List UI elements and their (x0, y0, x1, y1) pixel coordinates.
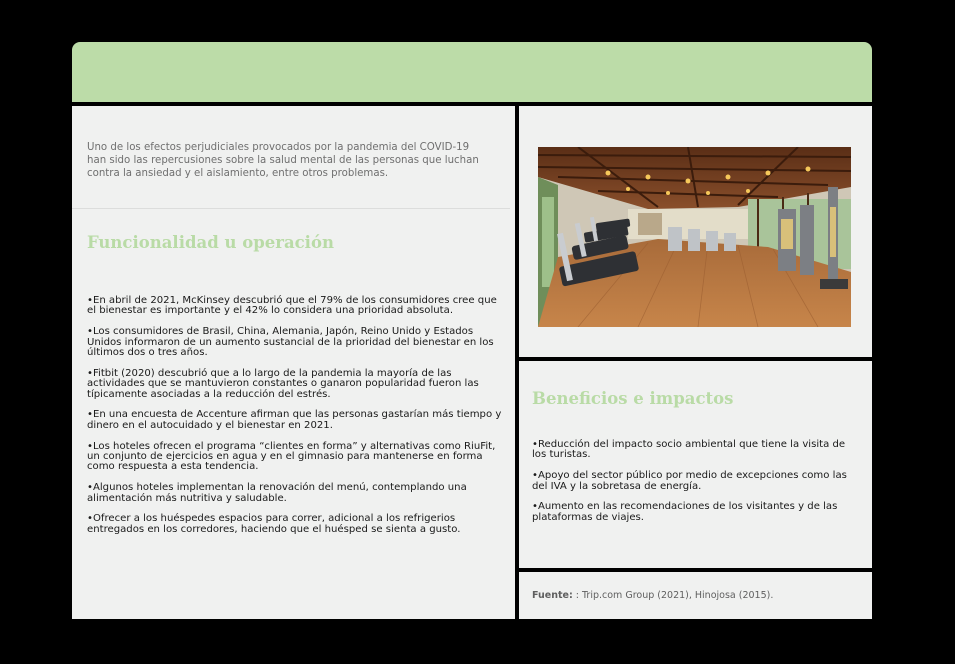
benefits-list (532, 440, 847, 534)
benefit-item: •Reducción del impacto socio ambiental que tiene la visita de los turistas. (532, 439, 846, 461)
functionality-item: •Fitbit (2020) descubrió que a lo largo de la pandemia la mayoría de las actividades que se mantuvieron constantes o ganaron popularidad fueron las típicamente asociadas a la reducción del estrés. (87, 367, 479, 400)
functionality-item: •Los hoteles ofrecen el programa “clientes en forma” y alternativas como RiuFit, un conjunto de ejercicios en agua y en el gimnasio para mantenerse en forma como respuesta a esta tendencia. (87, 440, 496, 473)
source-text: : Trip.com Group (2021), Hinojosa (2015). (572, 590, 774, 601)
functionality-item: •En una encuesta de Accenture afirman que las personas gastarían más tiempo y dinero en el autocuidado y el bienestar en 2021. (87, 409, 502, 431)
header-band (72, 42, 872, 102)
benefit-item: •Aumento en las recomendaciones de los visitantes y de las plataformas de viajes. (532, 501, 838, 523)
functionality-item: •Los consumidores de Brasil, China, Alemania, Japón, Reino Unido y Estados Unidos informaron de un aumento sustancial de la prioridad del bienestar en los últimos dos o tres años. (87, 326, 494, 359)
functionality-item: •En abril de 2021, McKinsey descubrió que el 79% de los consumidores cree que el bienestar es importante y el 42% lo considera una prioridad absoluta. (87, 295, 497, 317)
source-label: Fuente: (532, 590, 573, 601)
functionality-item: •Ofrecer a los huéspedes espacios para correr, adicional a los refrigerios entregados en los corredores, haciendo que el huésped se sienta a gusto. (87, 513, 461, 535)
gym-photo (538, 147, 851, 327)
functionality-item: •Algunos hoteles implementan la renovación del menú, contemplando una alimentación más nutritiva y saludable. (87, 482, 467, 504)
intro-paragraph: Uno de los efectos perjudiciales provocados por la pandemia del COVID-19 han sido las repercusiones sobre la salud mental de las personas que luchan contra la ansiedad y el aislamiento, entre otros problemas. (87, 142, 479, 179)
benefits-panel (519, 361, 872, 568)
left-panel (72, 106, 515, 619)
benefits-title: Beneficios e impactos (532, 389, 734, 408)
source-citation (532, 590, 773, 601)
image-panel (519, 106, 872, 357)
benefit-item: •Apoyo del sector público por medio de excepciones como las del IVA y la sobretasa de energía. (532, 470, 847, 492)
functionality-title: Funcionalidad u operación (87, 233, 334, 252)
divider (72, 208, 510, 209)
functionality-list (87, 296, 502, 546)
source-panel (519, 572, 872, 619)
